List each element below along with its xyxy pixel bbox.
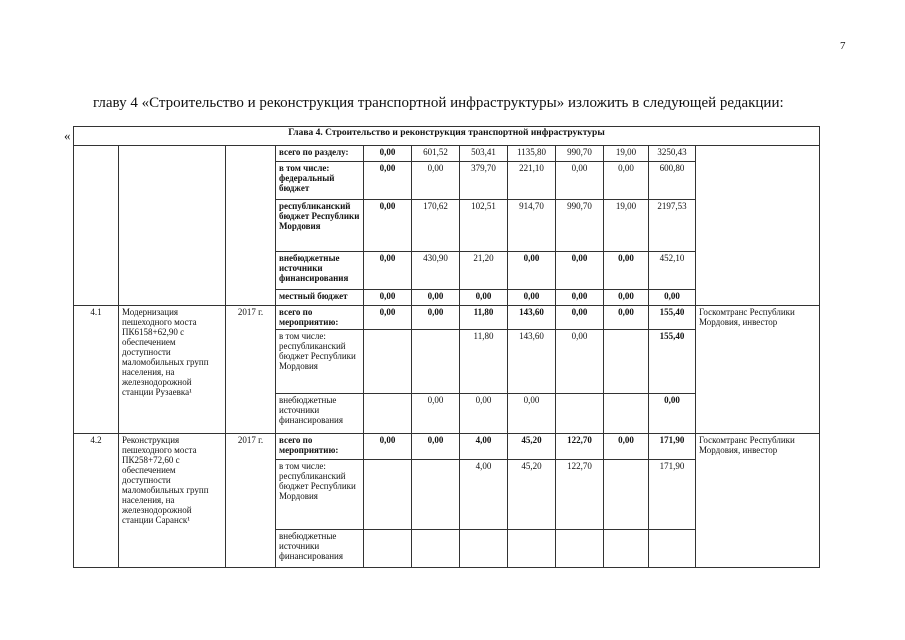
value-cell	[412, 460, 460, 530]
value-cell: 990,70	[556, 200, 604, 252]
intro-text: главу 4 «Строительство и реконструкция транспортной инфраструктуры» изложить в следующей редакции:	[93, 95, 784, 111]
page-number: 7	[840, 40, 846, 52]
value-cell: 0,00	[412, 434, 460, 460]
source-label: всего по мероприятию:	[276, 306, 364, 330]
value-cell: 0,00	[556, 252, 604, 290]
value-cell	[508, 530, 556, 568]
value-cell: 0,00	[556, 306, 604, 330]
chapter-title: Глава 4. Строительство и реконструкция транспортной инфраструктуры	[74, 127, 820, 146]
value-cell: 601,52	[412, 146, 460, 162]
section-executor-cell	[696, 146, 820, 306]
value-cell: 0,00	[412, 306, 460, 330]
value-cell: 122,70	[556, 434, 604, 460]
value-cell: 0,00	[364, 306, 412, 330]
value-cell: 1135,80	[508, 146, 556, 162]
item-number: 4.2	[74, 434, 119, 568]
value-cell: 0,00	[604, 162, 649, 200]
opening-quote: «	[64, 128, 71, 143]
source-label: республиканский бюджет Республики Мордовия	[276, 200, 364, 252]
value-cell: 0,00	[508, 394, 556, 434]
value-cell	[364, 530, 412, 568]
value-cell: 3250,43	[649, 146, 696, 162]
value-cell: 143,60	[508, 330, 556, 394]
value-cell: 990,70	[556, 146, 604, 162]
source-label: внебюджетные источники финансирования	[276, 394, 364, 434]
value-cell: 0,00	[364, 200, 412, 252]
value-cell: 2197,53	[649, 200, 696, 252]
value-cell	[412, 530, 460, 568]
value-cell	[604, 330, 649, 394]
item-name: Реконструкция пешеходного моста ПК258+72,60 с обеспечением доступности маломобильных групп населения, на железнодорожной станции Саранск¹	[119, 434, 226, 568]
value-cell: 0,00	[412, 394, 460, 434]
value-cell: 4,00	[460, 434, 508, 460]
value-cell: 11,80	[460, 306, 508, 330]
value-cell: 0,00	[604, 306, 649, 330]
value-cell: 0,00	[604, 290, 649, 306]
value-cell: 0,00	[364, 252, 412, 290]
item-row	[74, 306, 820, 330]
value-cell: 155,40	[649, 330, 696, 394]
value-cell: 0,00	[412, 290, 460, 306]
item-year: 2017 г.	[226, 434, 276, 568]
value-cell	[460, 530, 508, 568]
value-cell: 122,70	[556, 460, 604, 530]
section-number-cell	[74, 146, 119, 306]
value-cell: 19,00	[604, 200, 649, 252]
value-cell: 0,00	[604, 434, 649, 460]
value-cell: 0,00	[556, 330, 604, 394]
value-cell	[364, 394, 412, 434]
section-year-cell	[226, 146, 276, 306]
value-cell: 0,00	[364, 146, 412, 162]
item-name: Модернизация пешеходного моста ПК6158+62,90 с обеспечением доступности маломобильных групп населения, на железнодорожной станции Рузаевка¹	[119, 306, 226, 434]
value-cell: 0,00	[460, 290, 508, 306]
value-cell: 0,00	[556, 162, 604, 200]
value-cell: 0,00	[460, 394, 508, 434]
item-number: 4.1	[74, 306, 119, 434]
value-cell: 170,62	[412, 200, 460, 252]
value-cell	[556, 394, 604, 434]
item-year: 2017 г.	[226, 306, 276, 434]
value-cell	[604, 394, 649, 434]
value-cell: 0,00	[364, 434, 412, 460]
value-cell: 0,00	[364, 290, 412, 306]
value-cell: 914,70	[508, 200, 556, 252]
value-cell: 0,00	[556, 290, 604, 306]
value-cell	[556, 530, 604, 568]
source-label: внебюджетные источники финансирования	[276, 252, 364, 290]
value-cell: 4,00	[460, 460, 508, 530]
section-row	[74, 146, 820, 162]
item-executor: Госкомтранс Республики Мордовия, инвестор	[696, 306, 820, 434]
item-executor: Госкомтранс Республики Мордовия, инвестор	[696, 434, 820, 568]
value-cell	[412, 330, 460, 394]
value-cell: 45,20	[508, 434, 556, 460]
value-cell: 21,20	[460, 252, 508, 290]
item-row	[74, 434, 820, 460]
source-label: внебюджетные источники финансирования	[276, 530, 364, 568]
value-cell: 102,51	[460, 200, 508, 252]
value-cell: 379,70	[460, 162, 508, 200]
source-label: всего по разделу:	[276, 146, 364, 162]
value-cell: 600,80	[649, 162, 696, 200]
value-cell: 143,60	[508, 306, 556, 330]
value-cell: 0,00	[649, 290, 696, 306]
value-cell: 221,10	[508, 162, 556, 200]
section-name-cell	[119, 146, 226, 306]
value-cell: 452,10	[649, 252, 696, 290]
value-cell: 11,80	[460, 330, 508, 394]
value-cell: 19,00	[604, 146, 649, 162]
source-label: местный бюджет	[276, 290, 364, 306]
source-label: всего по мероприятию:	[276, 434, 364, 460]
value-cell: 0,00	[649, 394, 696, 434]
value-cell: 171,90	[649, 460, 696, 530]
value-cell: 45,20	[508, 460, 556, 530]
source-label: в том числе: республиканский бюджет Республики Мордовия	[276, 330, 364, 394]
chapter-header-row	[74, 127, 820, 146]
source-label: в том числе: республиканский бюджет Республики Мордовия	[276, 460, 364, 530]
value-cell: 155,40	[649, 306, 696, 330]
source-label: в том числе: федеральный бюджет	[276, 162, 364, 200]
program-table	[73, 126, 820, 568]
value-cell	[604, 460, 649, 530]
value-cell: 430,90	[412, 252, 460, 290]
value-cell: 503,41	[460, 146, 508, 162]
value-cell: 0,00	[508, 290, 556, 306]
value-cell: 171,90	[649, 434, 696, 460]
value-cell	[364, 460, 412, 530]
value-cell: 0,00	[364, 162, 412, 200]
value-cell	[364, 330, 412, 394]
value-cell: 0,00	[412, 162, 460, 200]
value-cell: 0,00	[508, 252, 556, 290]
value-cell	[649, 530, 696, 568]
value-cell	[604, 530, 649, 568]
value-cell: 0,00	[604, 252, 649, 290]
